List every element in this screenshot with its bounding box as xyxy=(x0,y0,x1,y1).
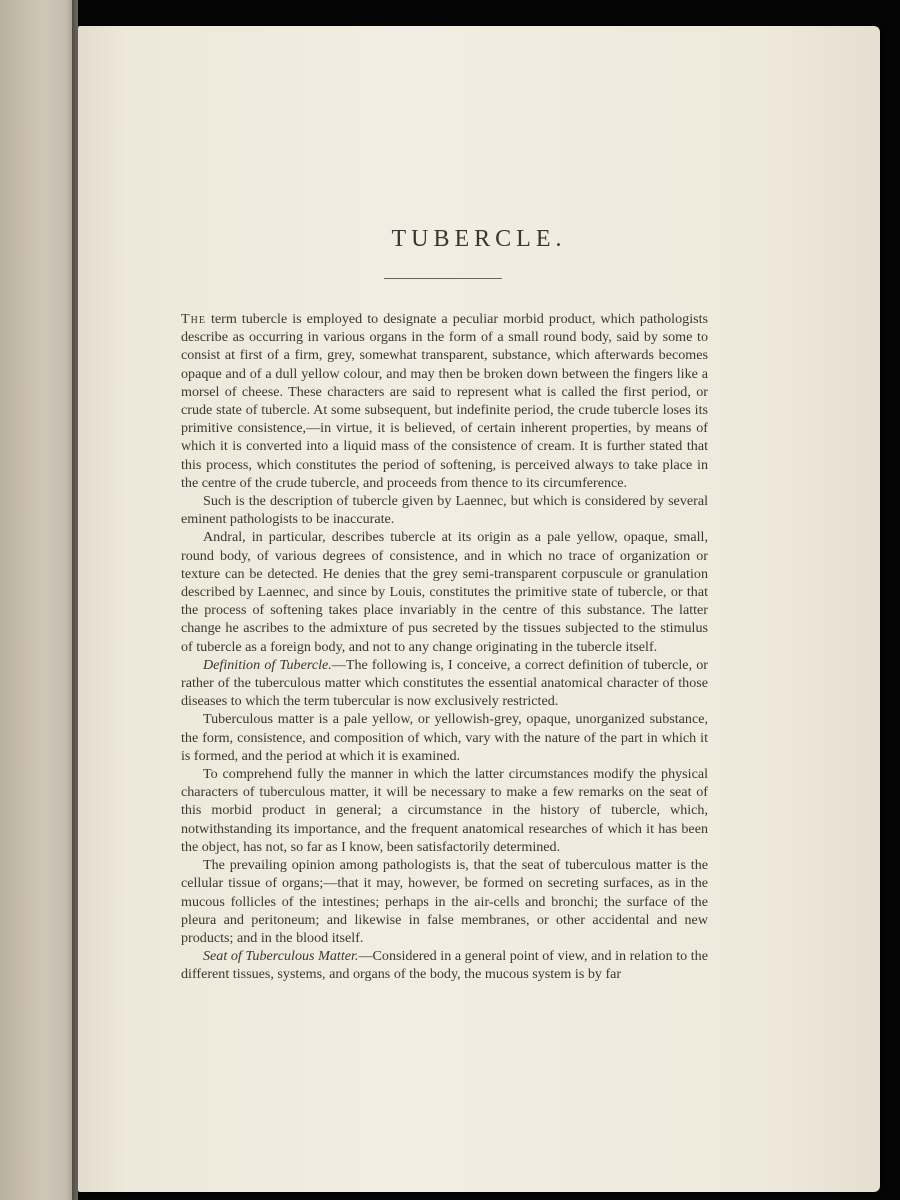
book-page xyxy=(78,26,880,1192)
paragraph-1-text: term tubercle is employed to designate a peculiar morbid product, which pathologists describe as occurring in various organs in the form of a small round body, said by some to consist at first of a firm, grey, somewhat transparent, substance, which afterwards becomes opaque and of a dull yellow colour, and may then be broken down between the fingers like a morsel of cheese. These characters are said to represent what is called the first period, or crude state of tubercle. At some subsequent, but indefinite period, the crude tubercle loses its primitive consistence,—in virtue, it is believed, of certain inherent properties, by means of which it is converted into a liquid mass of the consistence of cream. It is further stated that this process, which constitutes the period of softening, is perceived always to take place in the centre of the crude tubercle, and proceeds from thence to its circumference. xyxy=(181,311,708,491)
paragraph-1 xyxy=(181,310,708,492)
previous-page-edge xyxy=(0,0,78,1200)
paragraph-4-text: —The following is, I conceive, a correct definition of tubercle, or rather of the tuberculous matter which constitutes the essential anatomical character of those diseases to which the term tubercular is now exclusively restricted. xyxy=(181,656,708,710)
seat-heading: Seat of Tuberculous Matter. xyxy=(203,948,359,965)
paragraph-2: Such is the description of tubercle given by Laennec, but which is considered by several eminent pathologists to be inaccurate. xyxy=(181,493,708,528)
paragraph-3: Andral, in particular, describes tubercle at its origin as a pale yellow, opaque, small, round body, of various degrees of consistence, and in which no trace of organization or texture can be detected. He denies that the grey semi-transparent corpuscule or granulation described by Laennec, and since by Louis, constitutes the primitive state of tubercle, or that the process of softening takes place invariably in the centre of this substance. The latter change he ascribes to the admixture of pus secreted by the tissues subjected to the stimulus of tubercle as a foreign body, and not to any change originating in the tubercle itself. xyxy=(181,529,708,655)
paragraph-8-text: —Considered in a general point of view, and in relation to the different tissues, systems, and organs of the body, the mucous system is by far xyxy=(181,948,708,983)
title-rule xyxy=(384,278,502,279)
paragraph-6: To comprehend fully the manner in which the latter circumstances modify the physical characters of tuberculous matter, it will be necessary to make a few remarks on the seat of this morbid product in general; a circumstance in the history of tubercle, which, notwithstanding its importance, and the frequent anatomical researches of which it has been the object, has not, so far as I know, been satisfactorily determined. xyxy=(181,766,708,855)
body-text xyxy=(181,310,708,984)
paragraph-5: Tuberculous matter is a pale yellow, or yellowish-grey, opaque, unorganized substance, the form, consistence, and composition of which, vary with the nature of the part in which it is formed, and the period at which it is examined. xyxy=(181,711,708,764)
page-title: TUBERCLE. xyxy=(391,226,567,252)
paragraph-4 xyxy=(181,656,708,711)
paragraph-7: The prevailing opinion among pathologists is, that the seat of tuberculous matter is the cellular tissue of organs;—that it may, however, be formed on secreting surfaces, as in the mucous follicles of the intestines; perhaps in the air-cells and bronchi; the surface of the pleura and peritoneum; and likewise in false membranes, or other accidental and new products; and in the blood itself. xyxy=(181,857,708,946)
paragraph-1-lead: The xyxy=(181,311,206,327)
definition-heading: Definition of Tubercle. xyxy=(203,656,332,673)
paragraph-8 xyxy=(181,947,708,983)
